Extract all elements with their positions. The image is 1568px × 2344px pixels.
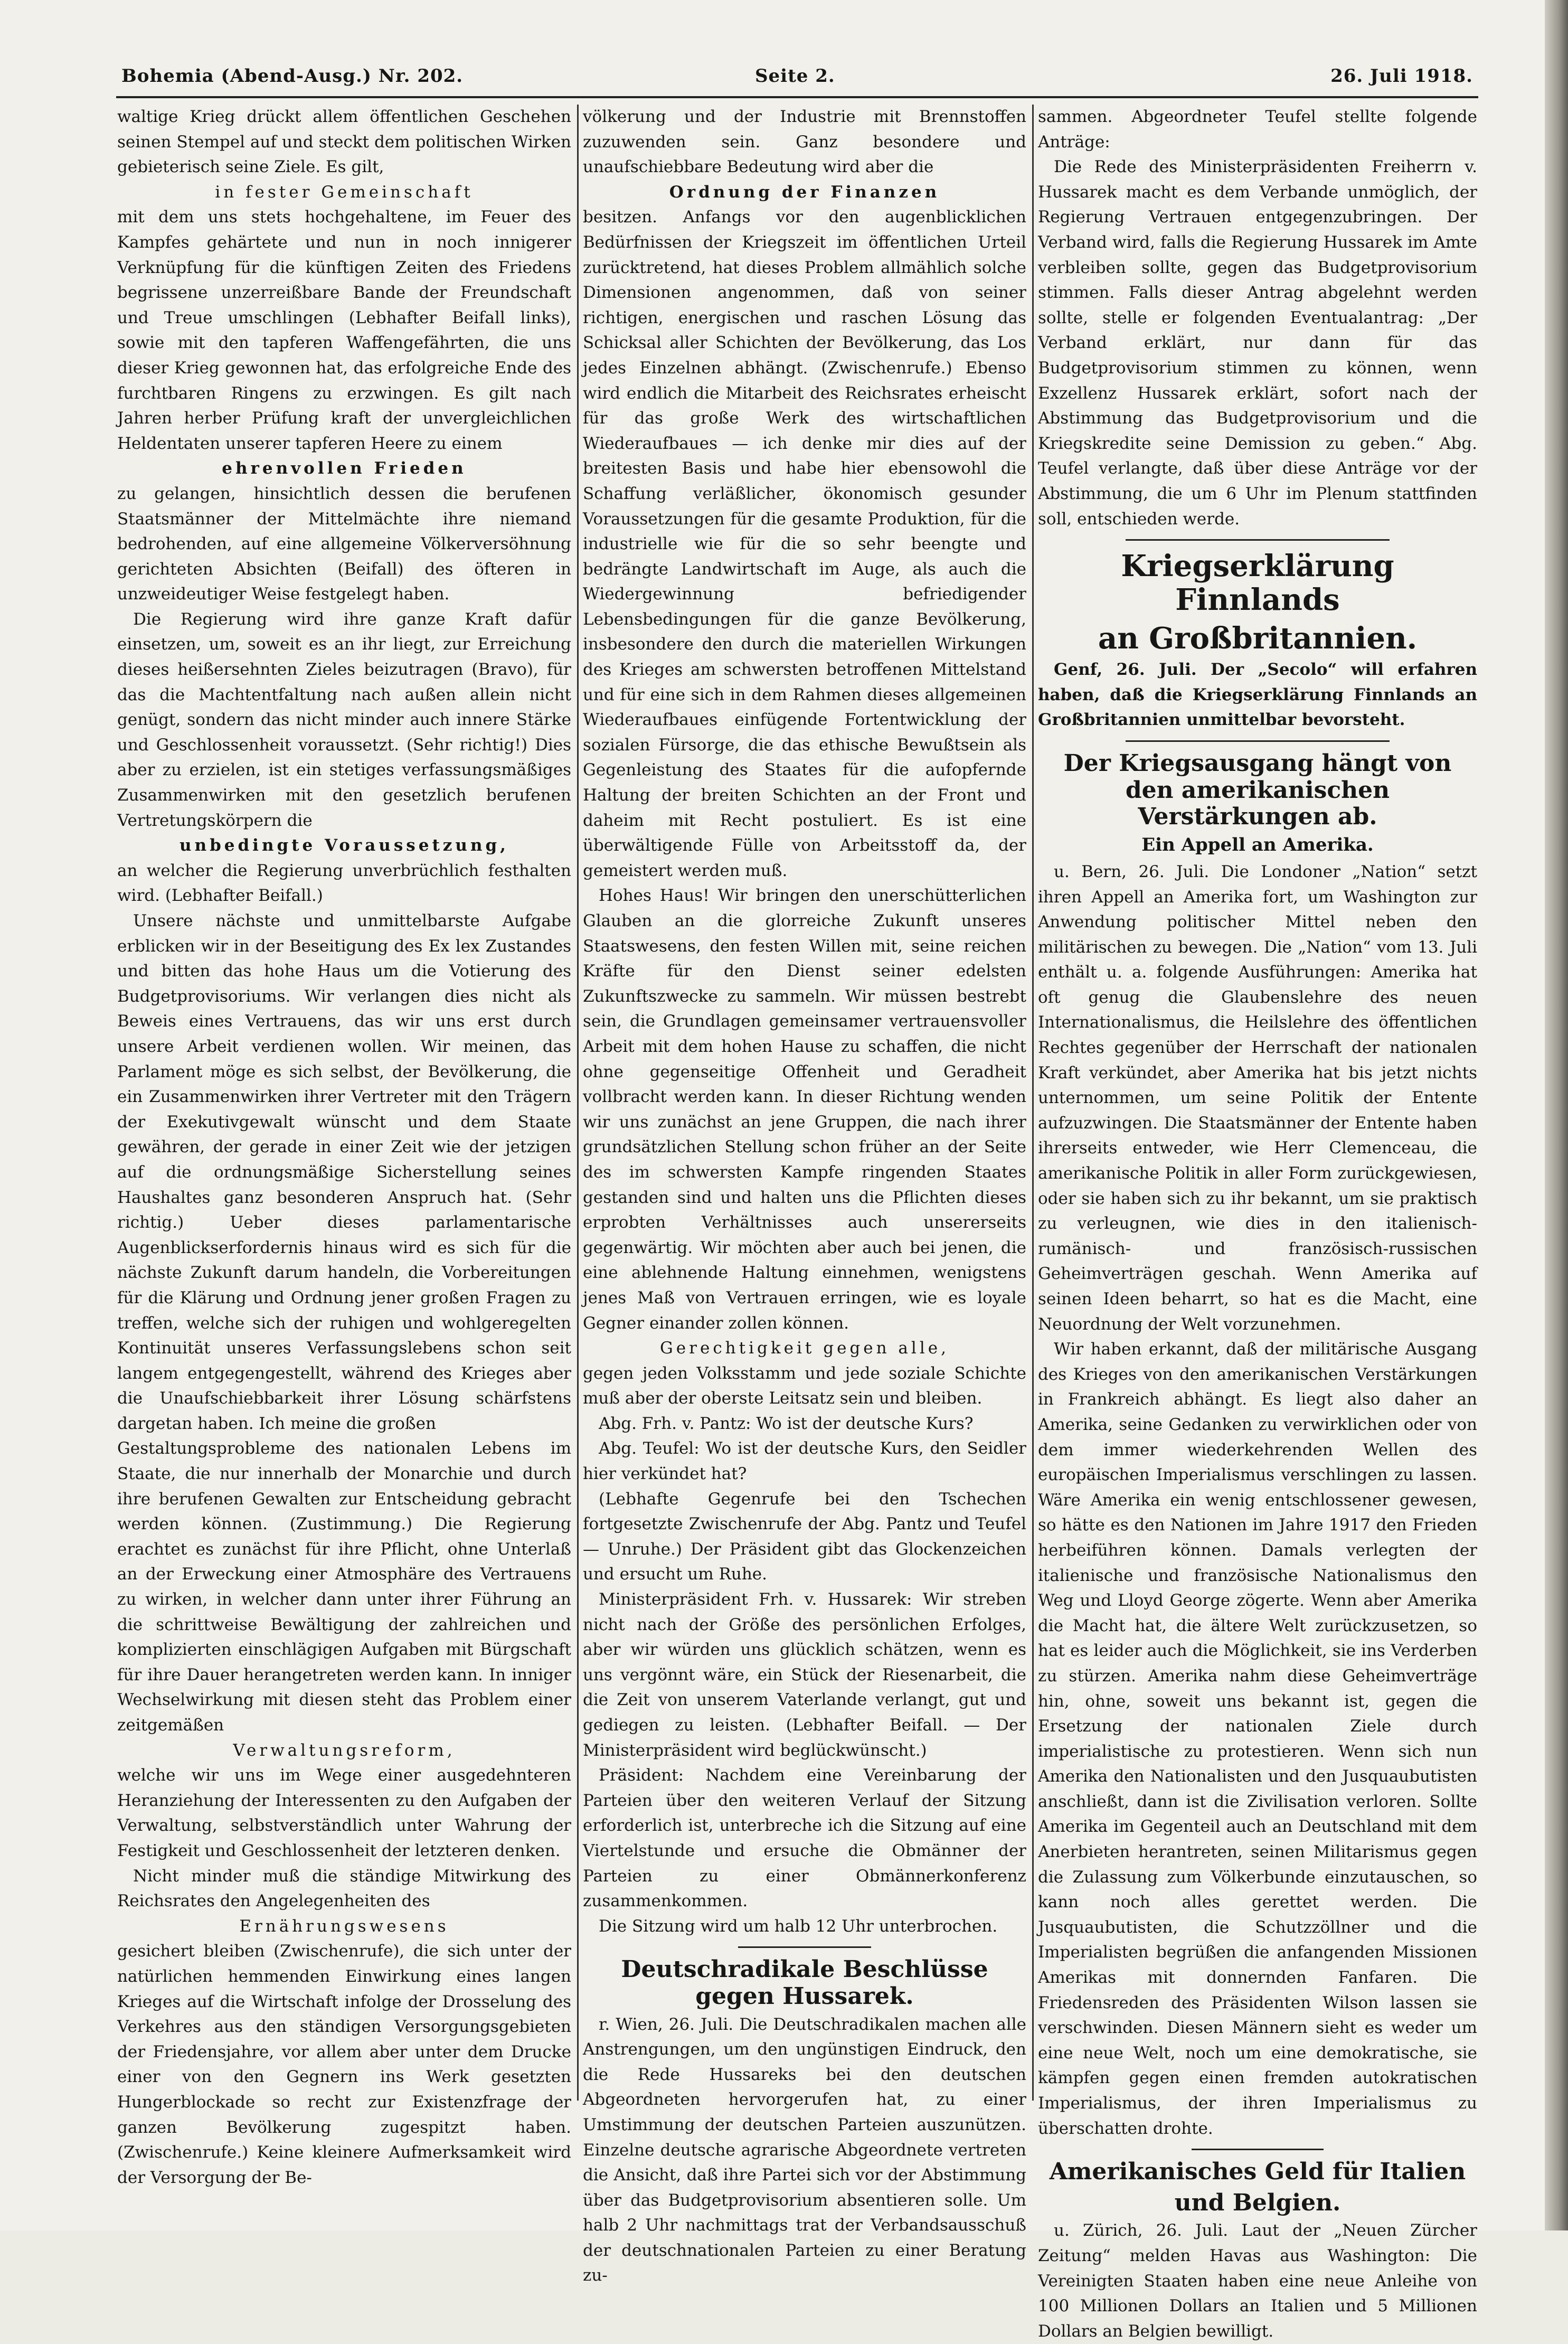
paragraph: gesichert bleiben (Zwischenrufe), die sich unter der natürlichen hemmenden Einwirkung eines langen Krieges auf die Wirtschaft infolge der Drosselung des Verkehres aus den ständigen Versorgungsgebieten der Friedensjahre, vor allem aber unter dem Drucke einer von den Gegnern ins Werk gesetzten Hungerblockade so recht zur Existenzfrage der ganzen Bevölkerung zugespitzt haben. (Zwischenrufe.) Keine kleinere Aufmerksamkeit wird der Versorgung der Be-: [117, 1942, 571, 2187]
header-rule: [116, 96, 1478, 98]
paragraph: mit dem uns stets hochgehaltene, im Feuer des Kampfes gehärtete und nun in noch innigerer Verknüpfung für die künftigen Zeiten des Friedens begrissene unzerreißbare Bande der Freundschaft und Treue umschlingen (Lebhafter Beifall links), sowie mit den tapferen Waffengefährten, die uns dieser Krieg gewonnen hat, das erfolgreiche Ende des furchtbaren Ringens zu erzwingen. Es gilt nach Jahren herber Prüfung kraft der unvergleichlichen Heldentaten unserer tapferen Heere zu einem: [117, 208, 571, 453]
section-separator: [1192, 2149, 1324, 2150]
paragraph: Abg. Teufel: Wo ist der deutsche Kurs, den Seidler hier verkündet hat?: [583, 1439, 1026, 1484]
paragraph: u. Bern, 26. Juli. Die Londoner „Nation“ setzt ihren Appell an Amerika fort, um Washington zur Anwendung politischer Mittel neben den militärischen zu bewegen. Die „Nation“ vom 13. Juli enthält u. a. folgende Ausführungen: Amerika hat oft genug die Glaubenslehre des neuen Internationalismus, die Heilslehre des öffentlichen Rechtes gegenüber der Herrschaft der nationalen Kraft verkündet, aber Amerika hat bis jetzt nichts unternommen, um seine Politik der Entente aufzuzwingen. Die Staatsmänner der Entente haben ihrerseits entweder, wie Herr Clemenceau, die amerikanische Politik in aller Form zurückgewiesen, oder sie haben sich zu ihr bekannt, um sie praktisch zu verleugnen, wie dies in den italienisch-rumänisch- und französisch-russischen Geheimverträgen geschah. Wenn Amerika auf seinen Ideen beharrt, so hat es die Macht, eine Neuordnung der Welt vorzunehmen.: [1038, 862, 1477, 1334]
masthead-issue: Bohemia (Abend-Ausg.) Nr. 202.: [121, 65, 464, 87]
headline-geld-line2: und Belgien.: [1174, 2189, 1341, 2216]
headline-finnland-line2: an Großbritannien.: [1098, 620, 1418, 656]
paragraph: Ministerpräsident Frh. v. Hussarek: Wir streben nicht nach der Größe des persönlichen Erfolges, aber wir würden uns glücklich schätzen, wenn es uns vergönnt wäre, ein Stück der Riesenarbeit, die die Zeit von unserem Vaterlande verlangt, gut und gediegen zu leisten. (Lebhafter Beifall. — Der Ministerpräsident wird beglückwünscht.): [583, 1590, 1026, 1760]
paragraph: waltige Krieg drückt allem öffentlichen Geschehen seinen Stempel auf und steckt dem politischen Wirken gebieterisch seine Ziele. Es gilt,: [117, 107, 571, 177]
column-3: [1038, 105, 1477, 2341]
paragraph: (Lebhafte Gegenrufe bei den Tschechen fortgesetzte Zwischenrufe der Abg. Pantz und Teufel — Unruhe.) Der Präsident gibt das Glockenzeichen und ersucht um Ruhe.: [583, 1489, 1026, 1584]
paragraph: Die Rede des Ministerpräsidenten Freiherrn v. Hussarek macht es dem Verbande unmöglich, der Regierung Vertrauen entgegenzubringen. Der Verband wird, falls die Regierung Hussarek im Amte verbleiben sollte, gegen das Budgetprovisorium stimmen. Falls dieser Antrag abgelehnt werden sollte, stelle er folgenden Eventualantrag: „Der Verband erklärt, nur dann für das Budgetprovisorium stimmen zu können, wenn Exzellenz Hussarek erklärt, sofort nach der Abstimmung das Budgetprovisorium und die Kriegskredite seine Demission zu geben.“ Abg. Teufel verlangte, daß über diese Anträge vor der Abstimmung, die um 6 Uhr im Plenum stattfinden soll, entschieden werde.: [1038, 157, 1477, 529]
paragraph: r. Wien, 26. Juli. Die Deutschradikalen machen alle Anstrengungen, um den ungünstigen Eindruck, den die Rede Hussareks bei den deutschen Abgeordneten hervorgerufen hat, zu einer Umstimmung der deutschen Parteien auszunützen. Einzelne deutsche agrarische Abgeordnete vertreten die Ansicht, daß ihre Partei sich vor der Abstimmung über das Budgetprovisorium absentieren solle. Um halb 2 Uhr nachmittags trat der Verbandsausschuß der deutschnationalen Parteien zu einer Beratung zu-: [583, 2014, 1026, 2285]
headline-finnland-line1: Kriegserklärung Finnlands: [1121, 549, 1394, 618]
paragraph: Hohes Haus! Wir bringen den unerschütterlichen Glauben an die glorreiche Zukunft unseres Staatswesens, den festen Willen mit, seine reichen Kräfte für den Dienst seiner edelsten Zukunftszwecke zu sammeln. Wir müssen bestrebt sein, die Grundlagen gemeinsamer vertrauensvoller Arbeit mit dem hohen Hause zu schaffen, die nicht ohne gegenseitige Offenheit und Geradheit vollbracht werden kann. In dieser Richtung wenden wir uns zunächst an jene Gruppen, die nach ihrer grundsätzlichen Stellung schon früher an der Seite des im schwersten Kampfe ringenden Staates gestanden sind und halten uns die Pflichten dieses erprobten Verhältnisses auch unsererseits gegenwärtig. Wir möchten aber auch bei jenen, die eine ablehnende Haltung einnehmen, wenigstens jenes Maß von Vertrauen erringen, wie es loyale Gegner einander zollen können.: [583, 886, 1026, 1333]
paragraph: Unsere nächste und unmittelbarste Aufgabe erblicken wir in der Beseitigung des Ex lex Zustandes und bitten das hohe Haus um die Votierung des Budgetprovisoriums. Wir verlangen dies nicht als Beweis eines Vertrauens, das wir uns erst durch unsere Arbeit verdienen wollen. Wir meinen, das Parlament möge es sich selbst, der Bevölkerung, die ein Zusammenwirken ihrer Vertreter mit den Trägern der Exekutivgewalt wünscht und dem Staate gewähren, der gerade in einer Zeit wie der jetzigen auf die ordnungsmäßige Sicherstellung seines Haushaltes ganz besonderen Anspruch hat. (Sehr richtig.) Ueber dieses parlamentarische Augenblickserfordernis hinaus wird es sich für die nächste Zukunft darum handeln, die Vorbereitungen für die Klärung und Ordnung jener großen Fragen zu treffen, welche sich der ruhigen und wohlgeregelten Kontinuität unseres Verfassungslebens schon seit langem entgegengestellt, während des Krieges aber die Unaufschiebbarkeit ihrer Lösung schärfstens dargetan haben. Ich meine die großen: [117, 911, 571, 1433]
headline-deutschradikale: Deutschradikale Beschlüsse gegen Hussarek.: [621, 1956, 988, 2010]
column-divider: [577, 105, 579, 2101]
column-2: [583, 105, 1026, 2285]
spaced-phrase: Gerechtigkeit gegen alle,: [660, 1339, 949, 1358]
spaced-phrase: in fester Gemeinschaft: [215, 182, 474, 202]
paragraph: gegen jeden Volksstamm und jede soziale Schichte muß aber der oberste Leitsatz sein und bleiben.: [583, 1363, 1026, 1408]
paragraph: völkerung und der Industrie mit Brennstoffen zuzuwenden sein. Ganz besondere und unaufschiebbare Bedeutung wird aber die: [583, 107, 1026, 177]
paragraph: welche wir uns im Wege einer ausgedehnteren Heranziehung der Interessenten zu den Aufgaben der Verwaltung, selbstverständlich unter Wahrung der Festigkeit und Geschlossenheit der letzteren denken.: [117, 1766, 571, 1860]
paragraph: Genf, 26. Juli. Der „Secolo“ will erfahren haben, daß die Kriegserklärung Finnlands an Großbritannien unmittelbar bevorsteht.: [1038, 660, 1477, 730]
paragraph: sammen. Abgeordneter Teufel stellte folgende Anträge:: [1038, 107, 1477, 152]
paragraph: u. Zürich, 26. Juli. Laut der „Neuen Zürcher Zeitung“ melden Havas aus Washington: Die Vereinigten Staaten haben eine neue Anleihe von 100 Millionen Dollars an Italien und 5 Millionen Dollars an Belgien bewilligt.: [1038, 2221, 1477, 2341]
column-divider: [1032, 105, 1034, 2101]
paragraph: Die Regierung wird ihre ganze Kraft dafür einsetzen, um, soweit es an ihr liegt, zur Erreichung dieses heißersehnten Zieles beizutragen (Bravo), für das die Machtentfaltung nach außen allein nicht genügt, sondern das nicht minder auch innere Stärke und Geschlossenheit voraussetzt. (Sehr richtig!) Dies aber zu erzielen, ist ein stetiges verfassungsmäßiges Zusammenwirken mit den gesetzlich berufenen Vertretungskörpern die: [117, 609, 571, 830]
headline-geld-line1: Amerikanisches Geld für Italien: [1049, 2158, 1466, 2186]
paragraph: Nicht minder muß die ständige Mitwirkung des Reichsrates den Angelegenheiten des: [117, 1866, 571, 1911]
spaced-phrase: ehrenvollen Frieden: [222, 459, 467, 478]
paragraph: Gestaltungsprobleme des nationalen Lebens im Staate, die nur innerhalb der Monarchie und durch ihre berufenen Gewalten zur Entscheidung gebracht werden können. (Zustimmung.) Die Regierung erachtet es zunächst für ihre Pflicht, ohne Unterlaß an der Erweckung einer Atmosphäre des Vertrauens zu wirken, in welcher dann unter ihrer Führung an die schrittweise Bewältigung der zahlreichen und komplizierten einschlägigen Aufgaben mit Bürgschaft für ihre Dauer herangetreten werden kann. In inniger Wechselwirkung mit diesen steht das Problem einer zeitgemäßen: [117, 1439, 571, 1735]
paragraph: an welcher die Regierung unverbrüchlich festhalten wird. (Lebhafter Beifall.): [117, 861, 571, 906]
spaced-phrase: Ordnung der Finanzen: [669, 182, 940, 202]
paragraph: Abg. Frh. v. Pantz: Wo ist der deutsche Kurs?: [599, 1414, 974, 1433]
headline-kriegsausgang: Der Kriegsausgang hängt von den amerikanischen Verstärkungen ab.: [1063, 750, 1452, 831]
subheadline-appell: Ein Appell an Amerika.: [1141, 834, 1374, 855]
spaced-phrase: Verwaltungsreform,: [233, 1740, 456, 1760]
paragraph: Präsident: Nachdem eine Vereinbarung der Parteien über den weiteren Verlauf der Sitzung erforderlich ist, unterbreche ich die Sitzung auf eine Viertelstunde und ersuche die Obmänner der Parteien zu einer Obmännerkonferenz zusammenkommen.: [583, 1766, 1026, 1911]
section-separator: [738, 1946, 871, 1948]
section-separator: [1126, 539, 1389, 541]
spaced-phrase: unbedingte Voraussetzung,: [180, 836, 509, 855]
page-number: Seite 2.: [755, 65, 835, 87]
page-header: [121, 61, 1473, 94]
paragraph: besitzen. Anfangs vor den augenblicklichen Bedürfnissen der Kriegszeit im öffentlichen Urteil zurücktretend, hat dieses Problem allmählich solche Dimensionen angenommen, daß von seiner richtigen, energischen und raschen Lösung das Schicksal aller Schichten der Bevölkerung, das Los jedes Einzelnen abhängt. (Zwischenrufe.) Ebenso wird endlich die Mitarbeit des Reichsrates erheischt für das große Werk des wirtschaftlichen Wiederaufbaues — ich denke mir dies auf der breitesten Basis und habe hier ebensowohl die Schaffung verläßlicher, ökonomisch gesunder Voraussetzungen für die gesamte Produktion, für die industrielle wie für die so sehr beengte und bedrängte Landwirtschaft im Auge, als auch die Wiedergewinnung befriedigender Lebensbedingungen für die ganze Bevölkerung, insbesondere den durch die materiellen Wirkungen des Krieges am schwersten betroffenen Mittelstand und für eine sich in dem Rahmen dieses allgemeinen Wiederaufbaues einfügende Fortentwicklung der sozialen Fürsorge, die das ethische Bewußtsein als Gegenleistung des Staates für die aufopfernde Haltung der breiten Schichten an der Front und daheim mit Recht postuliert. Es ist eine überwältigende Fülle von Arbeitsstoff da, der gemeistert werden muß.: [583, 208, 1026, 880]
issue-date: 26. Juli 1918.: [1330, 65, 1473, 87]
column-1: [117, 105, 571, 2187]
page-edge-shadow: [1545, 0, 1568, 2230]
spaced-phrase: Ernährungswesens: [239, 1916, 449, 1936]
section-separator: [1126, 740, 1389, 742]
paragraph: Die Sitzung wird um halb 12 Uhr unterbrochen.: [599, 1916, 998, 1936]
paragraph: zu gelangen, hinsichtlich dessen die berufenen Staatsmänner der Mittelmächte ihre niemand bedrohenden, auf eine allgemeine Völkerversöhnung gerichteten Absichten (Beifall) des öfteren in unzweideutiger Weise festgelegt haben.: [117, 484, 571, 604]
paragraph: Wir haben erkannt, daß der militärische Ausgang des Krieges von den amerikanischen Verstärkungen in Frankreich abhängt. Es liegt also daher an Amerika, seine Gedanken zu verwirklichen oder von dem immer wiederkehrenden Wellen des europäischen Imperialismus verschlingen zu lassen. Wäre Amerika ein wenig entschlossener gewesen, so hätte es den Nationen im Jahre 1917 den Frieden herbeiführen können. Damals verlegten der italienische und französische Nationalismus den Weg und Lloyd George zögerte. Wenn aber Amerika die Macht hat, die ältere Welt zurückzusetzen, so hat es leider auch die Möglichkeit, sie ins Verderben zu stürzen. Amerika nahm diese Geheimverträge hin, ohne, soweit uns bekannt ist, gegen die Ersetzung der nationalen Ziele durch imperialistische zu protestieren. Wenn sich nun Amerika den Nationalisten und den Jusquaubutisten anschließt, dann ist die Zivilisation verloren. Sollte Amerika im Gegenteil auch an Deutschland mit dem Anerbieten herantreten, seinen Militarismus gegen die Zulassung zum Völkerbunde einzutauschen, so kann noch alles gerettet werden. Die Jusquaubutisten, die Schutzzöllner und die Imperialisten begrüßen die anfangenden Missionen Amerikas mit donnernden Fanfaren. Die Friedensreden des Präsidenten Wilson lassen sie verschwinden. Diesen Männern sieht es weder um eine neue Welt, noch um eine demokratische, sie kämpfen gegen einen fremden autokratischen Imperialismus, der ihren Imperialismus zu überschatten drohte.: [1038, 1340, 1477, 2138]
